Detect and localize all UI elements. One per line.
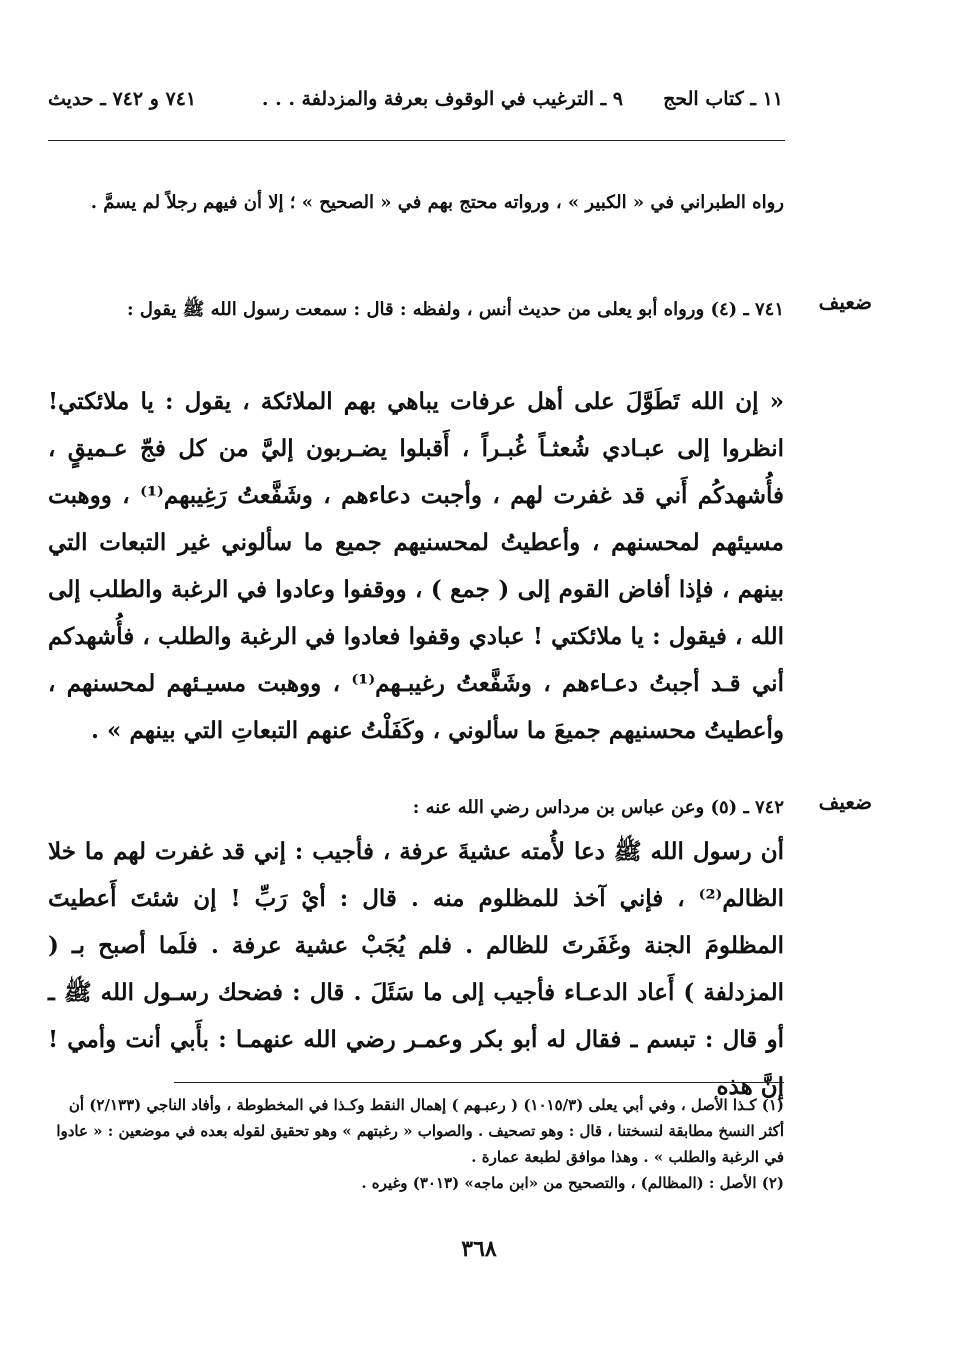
footnote-1: (١) كـذا الأصل ، وفي أبي يعلى (١٠١٥/٣) ( رعبـهم ) إهمال النقط وكـذا في المخطوطة ، وأفاد الناجي (٢/١٣٣) أن أكثر النسخ مطابقة لنسختنا ، قال : وهو تصحيف . والصواب « رغبتهم » وهو تحقيق لقوله بعده في موضعين : « عادوا في الرغبة والطلب » . وهذا موافق لطبعة عمارة .: [56, 1096, 784, 1166]
hadith-grade-741: ضعيف: [818, 290, 872, 314]
page-number: ٣٦٨: [461, 1236, 497, 1262]
hadith-grade-742: ضعيف: [818, 790, 872, 814]
hadith-matn-741: « إن الله تَطَوَّلَ على أهل عرفات يباهي بهم الملائكة ، يقول : يا ملائكتي! انظروا إلى عبـادي شُعثـاً غُبـراً ، أَقبلوا يضـربون إليَّ من كل فجّ عـميقٍ ، فأُشهدكُم أَني قد غفرت لهم ، وأجبت دعاءهم ، وشَفَّعتُ رَغِيبهم⁽¹⁾ ، ووهبت مسيئهم لمحسنهم ، وأعطيتُ لمحسنيهم جميع ما سألوني غير التبعات التي بينهم ، فإذا أفاض القوم إلى ( جمع ) ، ووقفوا وعادوا في الرغبة والطلب إلى الله ، فيقول : يا ملائكتي ! عبادي وقفوا فعادوا في الرغبة والطلب ، فأُشهدكم أني قـد أجبتُ دعـاءهم ، وشَفَّعتُ رغيبـهم⁽¹⁾ ، ووهبت مسيـئهم لمحسنهم ، وأعطيتُ محسنيهم جميعَ ما سألوني ، وكَفَلْتُ عنهم التبعاتِ التي بينهم » .: [48, 388, 784, 744]
footnote-2: (٢) الأصل : (المظالم) ، والتصحيح من «ابن ماجه» (٣٠١٣) وغيره .: [361, 1174, 784, 1192]
running-head-section: ٩ ـ الترغيب في الوقوف بعرفة والمزدلفة . . .: [261, 88, 623, 110]
hadith-matn-742: أن رسول الله ﷺ دعا لأُمته عشيةَ عرفة ، فأجيب : إني قد غفرت لهم ما خلا الظالم⁽²⁾ ، فإني آخذ للمظلوم منه . قال : أيْ رَبِّ ! إن شئتَ أَعطيتَ المظلومَ الجنة وغَفَرتَ للظالم . فلم يُجَبْ عشية عرفة . فلَما أصبح بـ ( المزدلفة ) أَعاد الدعـاء فأجيب إلى ما سَئَلَ . قال : فضحك رسـول الله ﷺ ـ أو قال : تبسم ـ فقال له أبو بكر وعمـر رضي الله عنهمـا : بأَبي أنت وأمي ! إنَّ هذه: [48, 838, 784, 1100]
running-head-chapter: ١١ ـ كتاب الحج: [663, 88, 783, 110]
footnotes: [48, 1092, 784, 1196]
running-head-hadith-range: ٧٤١ و ٧٤٢ ـ حديث: [48, 88, 197, 110]
intro-paragraph: رواه الطبراني في « الكبير » ، ورواته محتج بهم في « الصحيح » ؛ إلا أن فيهم رجلاً لم يسمَّ .: [90, 192, 784, 213]
hadith-isnad-742: ٧٤٢ ـ (٥) وعن عباس بن مرداس رضي الله عنه :: [412, 797, 784, 818]
footnote-rule: [174, 1082, 784, 1083]
header-rule: [48, 140, 785, 141]
running-head: [48, 88, 783, 118]
hadith-isnad-741: ٧٤١ ـ (٤) ورواه أبو يعلى من حديث أنس ، ولفظه : قال : سمعت رسول الله ﷺ يقول :: [126, 299, 784, 320]
